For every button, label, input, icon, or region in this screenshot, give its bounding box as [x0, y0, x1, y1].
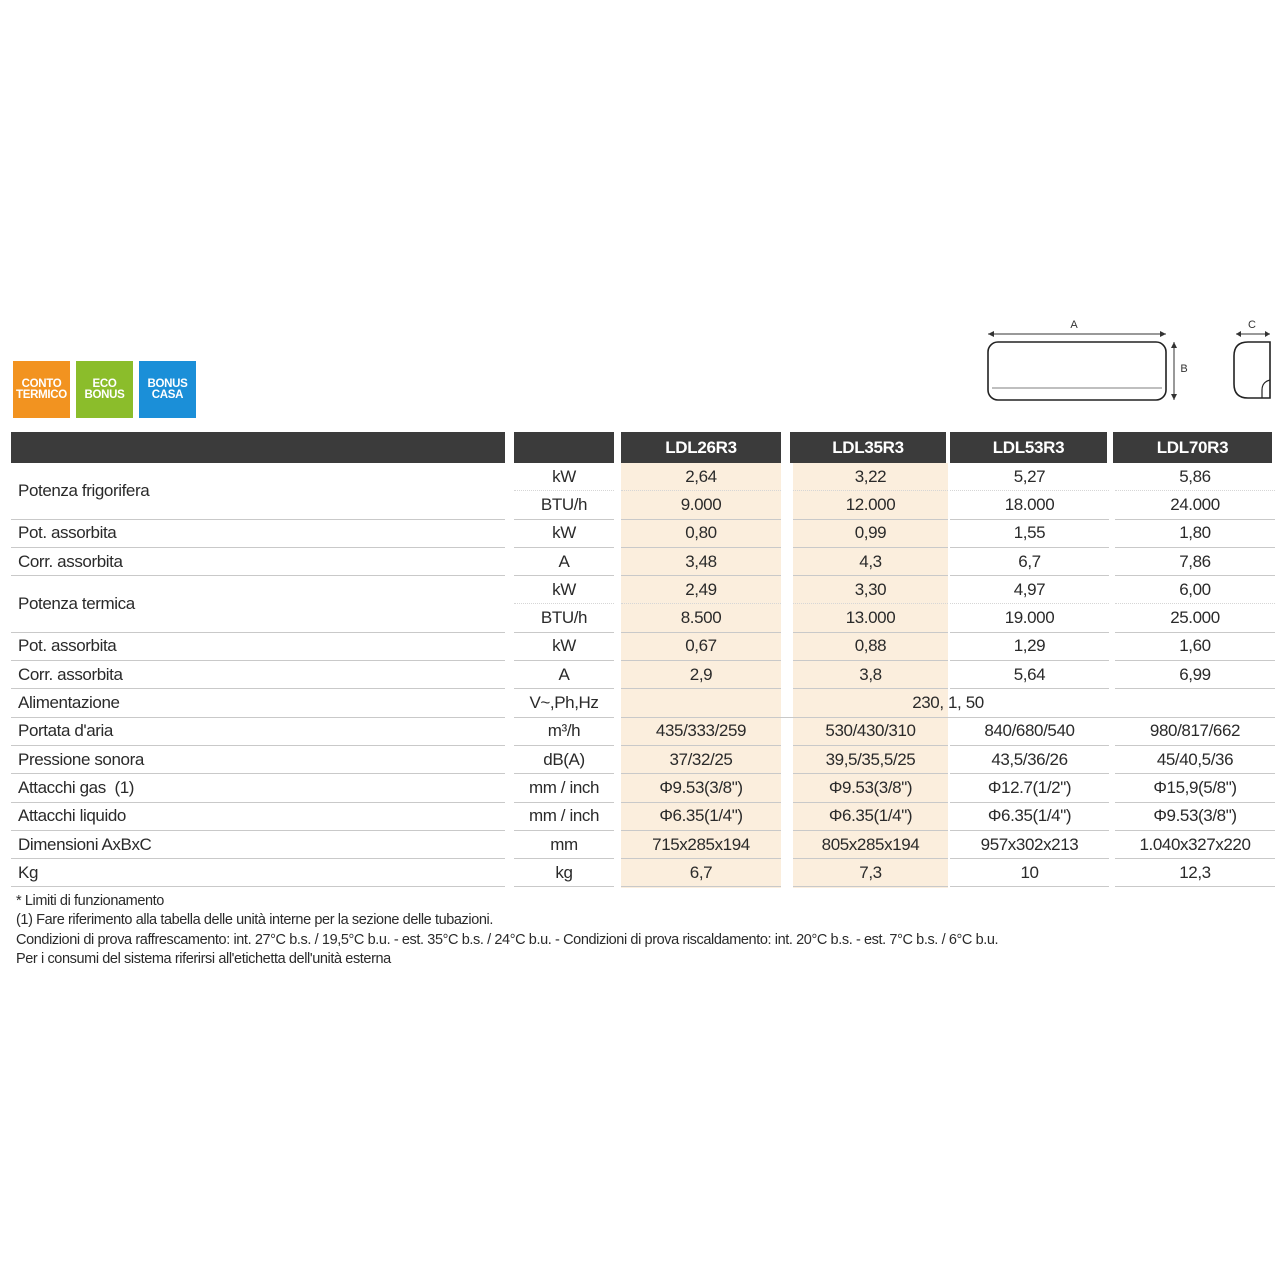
model-header-ldl70r3: LDL70R3: [1113, 432, 1272, 463]
footnote: Condizioni di prova raffrescamento: int. 27°C b.s. / 19,5°C b.u. - est. 35°C b.s. / 24°C b.u. - Condizioni di prova riscaldamento: int. 20°C b.s. - est. 7°C b.s. / 6°C b.u.: [16, 931, 999, 948]
badge-conto-termico: [13, 361, 70, 418]
table-row: [11, 802, 1275, 830]
table-row: [11, 745, 1275, 773]
cell-value: 13.000: [793, 604, 948, 632]
table-row: [11, 717, 1275, 745]
cell-value: 2,9: [621, 661, 781, 689]
footnote: * Limiti di funzionamento: [16, 893, 164, 909]
cell-value: 3,48: [621, 547, 781, 575]
dim-label-a: A: [1070, 319, 1078, 331]
table-row: [11, 859, 1275, 887]
table-row: [11, 547, 1275, 575]
row-unit: dB(A): [514, 745, 614, 773]
cell-value: Φ9.53(3/8"): [1115, 802, 1275, 830]
cell-value: 0,80: [621, 519, 781, 547]
badge-line: CASA: [151, 388, 184, 401]
row-unit: mm / inch: [514, 802, 614, 830]
row-unit: A: [514, 661, 614, 689]
table-row: [11, 689, 1275, 717]
row-label: Pot. assorbita: [11, 519, 505, 547]
cell-value: 1,29: [950, 632, 1109, 660]
cell-value: 12.000: [793, 491, 948, 519]
row-unit: kW: [514, 632, 614, 660]
cell-value: 805x285x194: [793, 830, 948, 858]
cell-value: 435/333/259: [621, 717, 781, 745]
badge-line: BONUS: [84, 388, 125, 401]
cell-value: 25.000: [1115, 604, 1275, 632]
table-row: [11, 576, 1275, 604]
table-row: [11, 519, 1275, 547]
cell-value: 39,5/35,5/25: [793, 745, 948, 773]
badge-eco-bonus: [76, 361, 133, 418]
cell-value: 8.500: [621, 604, 781, 632]
cell-value: 3,22: [793, 463, 948, 491]
row-unit: A: [514, 547, 614, 575]
row-unit: kg: [514, 859, 614, 887]
cell-value: 5,64: [950, 661, 1109, 689]
cell-value: Φ6.35(1/4"): [621, 802, 781, 830]
cell-value: 6,7: [621, 859, 781, 887]
footnote: (1) Fare riferimento alla tabella delle unità interne per la sezione delle tubazioni.: [16, 912, 494, 929]
row-label: Pot. assorbita: [11, 632, 505, 660]
row-label: Potenza frigorifera: [11, 463, 505, 519]
cell-value: 530/430/310: [793, 717, 948, 745]
cell-value: 9.000: [621, 491, 781, 519]
cell-value: 5,86: [1115, 463, 1275, 491]
cell-value: 45/40,5/36: [1115, 745, 1275, 773]
cell-value: Φ9.53(3/8"): [621, 774, 781, 802]
model-header-ldl26r3: LDL26R3: [621, 432, 781, 463]
cell-value: 715x285x194: [621, 830, 781, 858]
cell-value: Φ15,9(5/8"): [1115, 774, 1275, 802]
cell-value: Φ9.53(3/8"): [793, 774, 948, 802]
table-row: [11, 830, 1275, 858]
row-unit: V~,Ph,Hz: [514, 689, 614, 717]
cell-value: 4,97: [950, 576, 1109, 604]
cell-value: 43,5/36/26: [950, 745, 1109, 773]
row-label: Dimensioni AxBxC: [11, 830, 505, 858]
footnotes: [16, 892, 998, 970]
cell-value: 37/32/25: [621, 745, 781, 773]
cell-value: 1,60: [1115, 632, 1275, 660]
badge-line: ECO: [92, 377, 117, 390]
row-unit: kW: [514, 519, 614, 547]
row-label: Pressione sonora: [11, 745, 505, 773]
cell-value: 957x302x213: [950, 830, 1109, 858]
row-label: Attacchi liquido: [11, 802, 505, 830]
cell-value: 840/680/540: [950, 717, 1109, 745]
badge-line: TERMICO: [16, 388, 67, 401]
badge-line: BONUS: [147, 377, 188, 390]
cell-value: 1,80: [1115, 519, 1275, 547]
row-unit: mm: [514, 830, 614, 858]
cell-value: 7,3: [793, 859, 948, 887]
cell-value: 3,8: [793, 661, 948, 689]
header-label-block: [11, 432, 505, 463]
row-label: Alimentazione: [11, 689, 505, 717]
badge-bonus-casa: [139, 361, 196, 418]
table-row: [11, 774, 1275, 802]
cell-value: 10: [950, 859, 1109, 887]
row-label: Corr. assorbita: [11, 547, 505, 575]
cell-value: 0,88: [793, 632, 948, 660]
cell-value: 6,7: [950, 547, 1109, 575]
cell-value: 1.040x327x220: [1115, 830, 1275, 858]
cell-value: 2,49: [621, 576, 781, 604]
specifications-table: [11, 463, 1275, 887]
model-header-ldl35r3: LDL35R3: [790, 432, 946, 463]
cell-value: 4,3: [793, 547, 948, 575]
footnote: Per i consumi del sistema riferirsi all'etichetta dell'unità esterna: [16, 951, 391, 968]
cell-value-merged: 230, 1, 50: [621, 689, 1275, 717]
badge-line: CONTO: [21, 377, 62, 390]
row-label: Portata d'aria: [11, 717, 505, 745]
unit-dimension-diagram: [980, 314, 1275, 406]
row-label: Kg: [11, 859, 505, 887]
row-label: Corr. assorbita: [11, 661, 505, 689]
cell-value: Φ12.7(1/2"): [950, 774, 1109, 802]
cell-value: 19.000: [950, 604, 1109, 632]
cell-value: 18.000: [950, 491, 1109, 519]
row-unit: mm / inch: [514, 774, 614, 802]
table-row: [11, 463, 1275, 491]
table-row: [11, 632, 1275, 660]
model-header-ldl53r3: LDL53R3: [950, 432, 1107, 463]
row-label: Potenza termica: [11, 576, 505, 633]
header-unit-block: [514, 432, 614, 463]
row-unit: m³/h: [514, 717, 614, 745]
cell-value: 1,55: [950, 519, 1109, 547]
cell-value: 0,99: [793, 519, 948, 547]
cell-value: 24.000: [1115, 491, 1275, 519]
dim-label-c: C: [1248, 319, 1256, 331]
cell-value: Φ6.35(1/4"): [793, 802, 948, 830]
cell-value: 0,67: [621, 632, 781, 660]
cell-value: 6,99: [1115, 661, 1275, 689]
row-unit: kW: [514, 463, 614, 491]
cell-value: 7,86: [1115, 547, 1275, 575]
cell-value: 12,3: [1115, 859, 1275, 887]
table-row: [11, 661, 1275, 689]
cell-value: 3,30: [793, 576, 948, 604]
dim-label-b: B: [1180, 363, 1188, 375]
cell-value: 2,64: [621, 463, 781, 491]
row-unit: BTU/h: [514, 491, 614, 519]
row-unit: kW: [514, 576, 614, 604]
cell-value: 6,00: [1115, 576, 1275, 604]
cell-value: 5,27: [950, 463, 1109, 491]
cell-value: Φ6.35(1/4"): [950, 802, 1109, 830]
cell-value: 980/817/662: [1115, 717, 1275, 745]
row-label: Attacchi gas (1): [11, 774, 505, 802]
row-unit: BTU/h: [514, 604, 614, 632]
